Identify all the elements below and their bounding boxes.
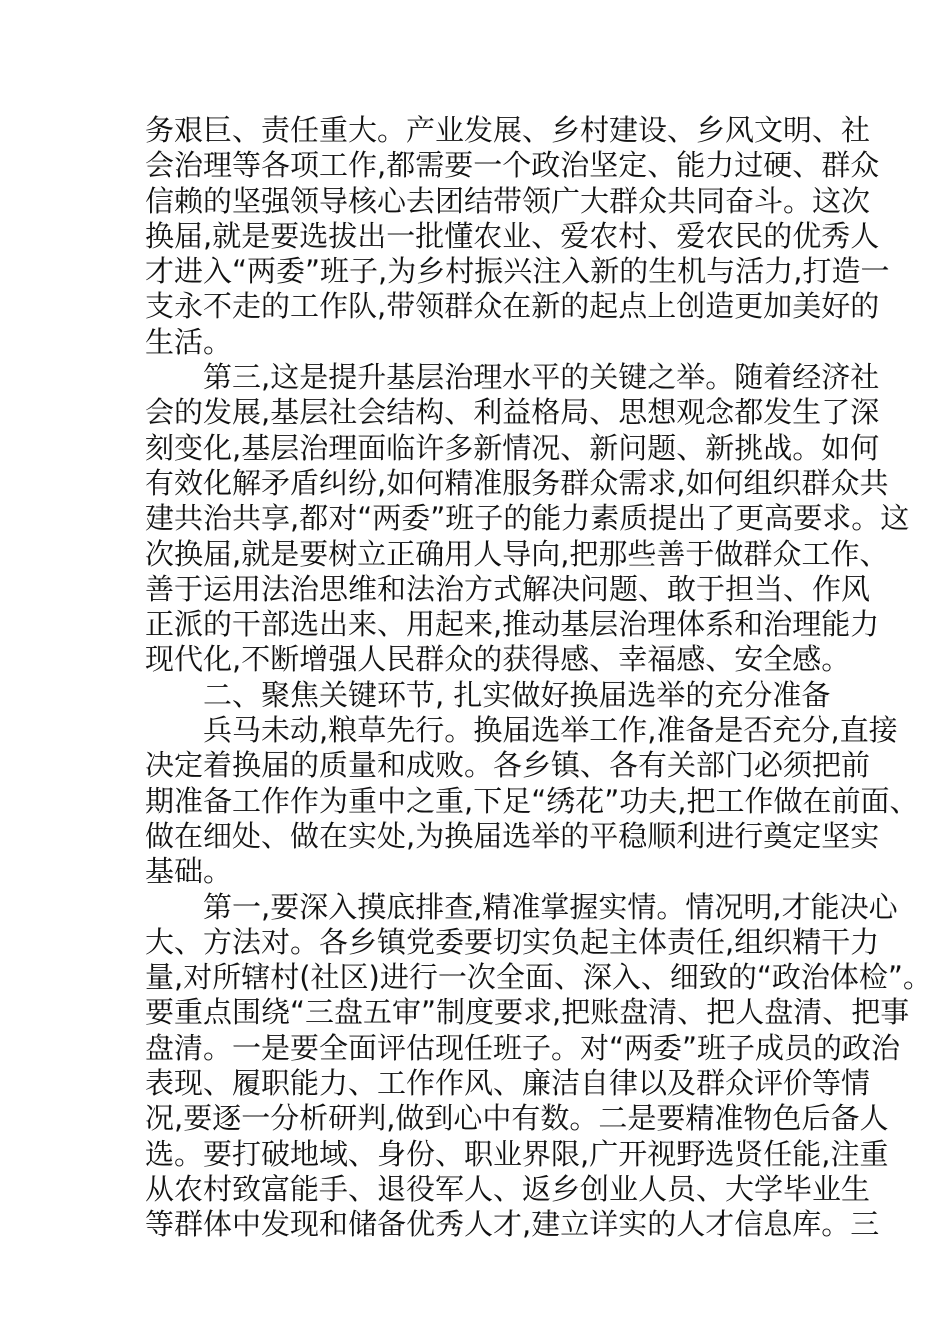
text-line: 生活。 <box>145 324 233 359</box>
text-line: 次换届,就是要树立正确用人导向,把那些善于做群众工作、 <box>145 536 889 571</box>
text-line: 会治理等各项工作,都需要一个政治坚定、能力过硬、群众 <box>145 148 880 183</box>
text-line: 兵马未动,粮草先行。换届选举工作,准备是否充分,直接 <box>203 713 898 748</box>
text-line: 二、聚焦关键环节, 扎实做好换届选举的充分准备 <box>203 677 831 712</box>
text-line: 量,对所辖村(社区)进行一次全面、深入、细致的“政治体检”。 <box>145 960 932 995</box>
text-line: 决定着换届的质量和成败。各乡镇、各有关部门必须把前 <box>145 748 871 783</box>
paragraph <box>145 889 932 1243</box>
text-line: 换届,就是要选拔出一批懂农业、爱农村、爱农民的优秀人 <box>145 218 880 253</box>
text-line: 基础。 <box>145 854 233 889</box>
text-line: 建共治共享,都对“两委”班子的能力素质提出了更高要求。这 <box>145 501 910 536</box>
text-line: 等群体中发现和储备优秀人才,建立详实的人才信息库。三 <box>145 1207 880 1242</box>
text-line: 期准备工作作为重中之重,下足“绣花”功夫,把工作做在前面、 <box>145 783 919 818</box>
text-line: 表现、履职能力、工作作风、廉洁自律以及群众评价等情 <box>145 1066 871 1101</box>
text-line: 第三,这是提升基层治理水平的关键之举。随着经济社 <box>203 360 880 395</box>
text-line: 会的发展,基层社会结构、利益格局、思想观念都发生了深 <box>145 395 880 430</box>
document-page <box>145 113 932 1243</box>
text-line: 选。要打破地域、身份、职业界限,广开视野选贤任能,注重 <box>145 1136 889 1171</box>
text-line: 第一,要深入摸底排查,精准掌握实情。情况明,才能决心 <box>203 889 898 924</box>
paragraph <box>145 713 919 889</box>
text-line: 有效化解矛盾纠纷,如何精准服务群众需求,如何组织群众共 <box>145 465 889 500</box>
paragraph <box>145 360 910 678</box>
text-line: 要重点围绕“三盘五审”制度要求,把账盘清、把人盘清、把事 <box>145 995 910 1030</box>
text-line: 善于运用法治思维和法治方式解决问题、敢于担当、作风 <box>145 571 871 606</box>
text-line: 从农村致富能手、退役军人、返乡创业人员、大学毕业生 <box>145 1171 871 1206</box>
text-line: 盘清。一是要全面评估现任班子。对“两委”班子成员的政治 <box>145 1030 901 1065</box>
text-line: 支永不走的工作队,带领群众在新的起点上创造更加美好的 <box>145 289 880 324</box>
text-line: 刻变化,基层治理面临许多新情况、新问题、新挑战。如何 <box>145 430 880 465</box>
text-line: 做在细处、做在实处,为换届选举的平稳顺利进行奠定坚实 <box>145 818 880 853</box>
text-line: 现代化,不断增强人民群众的获得感、幸福感、安全感。 <box>145 642 851 677</box>
text-line: 才进入“两委”班子,为乡村振兴注入新的生机与活力,打造一 <box>145 254 890 289</box>
section-heading <box>145 677 831 713</box>
text-line: 信赖的坚强领导核心去团结带领广大群众共同奋斗。这次 <box>145 183 871 218</box>
text-line: 正派的干部选出来、用起来,推动基层治理体系和治理能力 <box>145 607 880 642</box>
paragraph <box>145 113 890 360</box>
text-line: 务艰巨、责任重大。产业发展、乡村建设、乡风文明、社 <box>145 113 871 147</box>
text-line: 大、方法对。各乡镇党委要切实负起主体责任,组织精干力 <box>145 924 880 959</box>
text-line: 况,要逐一分析研判,做到心中有数。二是要精准物色后备人 <box>145 1101 889 1136</box>
